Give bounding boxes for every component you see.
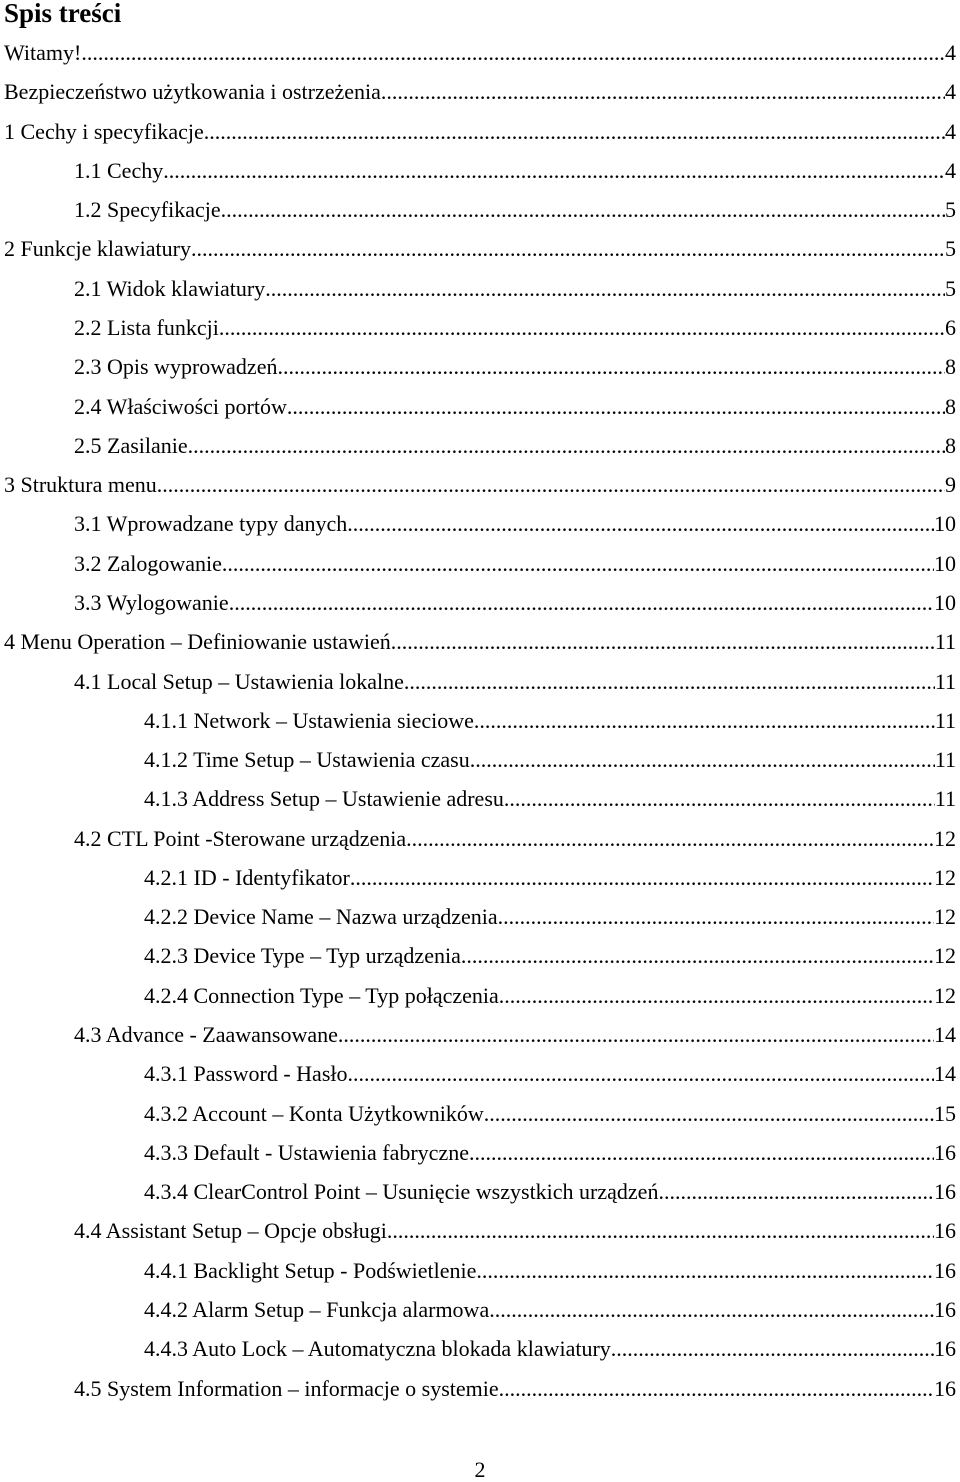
dot-leader (229, 583, 934, 622)
toc-entry (144, 740, 956, 779)
toc-entry (74, 151, 956, 190)
toc-entry (74, 1211, 956, 1250)
toc-entry-title: 4.2.2 Device Name – Nazwa urządzenia (144, 904, 498, 930)
toc-entry (74, 190, 956, 229)
dot-leader (474, 701, 935, 740)
toc-entry-title: 4.1.3 Address Setup – Ustawienie adresu (144, 786, 504, 812)
toc-entry-page: 11 (934, 747, 956, 773)
dot-leader (381, 72, 945, 111)
toc-entry-page: 4 (945, 40, 956, 65)
toc-entry-title: 4.3.2 Account – Konta Użytkowników (144, 1100, 484, 1126)
toc-entry-title: Bezpieczeństwo użytkowania i ostrzeżenia (4, 79, 381, 105)
toc-entry-page: 10 (934, 550, 956, 576)
toc-entry-title: 3.3 Wylogowanie (74, 589, 229, 615)
toc-entry (144, 897, 956, 936)
dot-leader (611, 1329, 934, 1368)
toc-entry-title: 4.2.4 Connection Type – Typ połączenia (144, 982, 499, 1008)
toc-entry-page: 16 (934, 1257, 956, 1283)
toc-entry (74, 387, 956, 426)
toc-entry-page: 16 (934, 1375, 956, 1401)
toc-entry (144, 701, 956, 740)
toc-entry (4, 72, 956, 111)
toc-entry-page: 4 (945, 79, 956, 105)
toc-entry-page: 10 (934, 589, 956, 615)
dot-leader (470, 740, 935, 779)
toc-entry-page: 16 (934, 1297, 956, 1322)
dot-leader (387, 1211, 934, 1250)
dot-leader (287, 387, 945, 426)
dot-leader (499, 976, 934, 1015)
toc-entry (74, 662, 956, 701)
toc-entry-page: 4 (945, 157, 956, 183)
toc-entry-title: 4.1.2 Time Setup – Ustawienia czasu (144, 747, 470, 773)
toc-entry-page: 10 (934, 511, 956, 537)
toc-entry-page: 15 (934, 1100, 956, 1126)
toc-entry (144, 1172, 956, 1211)
toc-entry-page: 4 (945, 118, 956, 144)
dot-leader (191, 229, 945, 268)
toc-entry (74, 819, 956, 858)
toc-entry-title: 3.2 Zalogowanie (74, 550, 222, 576)
dot-leader (469, 1133, 934, 1172)
toc-entry (144, 976, 956, 1015)
toc-entry-page: 16 (934, 1179, 956, 1205)
dot-leader (348, 1054, 935, 1093)
toc-entry-page: 16 (934, 1218, 956, 1244)
toc-entry (74, 426, 956, 465)
page-number: 2 (474, 1457, 486, 1482)
toc-entry-title: 2.3 Opis wyprowadzeń (74, 354, 278, 380)
toc-entry-title: 4.1.1 Network – Ustawienia sieciowe (144, 707, 474, 733)
toc-entry (144, 858, 956, 897)
dot-leader (499, 1369, 934, 1408)
toc-entry-title: 4 Menu Operation – Definiowanie ustawień (4, 629, 391, 655)
dot-leader (265, 269, 945, 308)
toc-entry-page: 11 (934, 629, 956, 655)
dot-leader (461, 936, 934, 975)
toc-entry-page: 12 (934, 864, 956, 890)
dot-leader (406, 819, 934, 858)
dot-leader (498, 897, 934, 936)
toc-entry (4, 112, 956, 151)
toc-entry-title: 4.1 Local Setup – Ustawienia lokalne (74, 668, 404, 694)
toc-entry (144, 1251, 956, 1290)
toc-entry-page: 5 (945, 275, 956, 301)
toc-entry-title: 4.4.1 Backlight Setup - Podświetlenie (144, 1257, 477, 1283)
toc-entry-title: 3 Struktura menu (4, 472, 157, 498)
toc-entry-page: 14 (934, 1022, 956, 1048)
toc-entry-title: 2.4 Właściwości portów (74, 393, 287, 419)
dot-leader (347, 504, 934, 543)
toc-entry-page: 9 (945, 472, 956, 498)
toc-entry-title: 2 Funkcje klawiatury (4, 236, 191, 262)
toc-entry-page: 5 (945, 236, 956, 262)
toc-entry-page: 8 (945, 354, 956, 380)
toc-entry-title: 1.2 Specyfikacje (74, 197, 221, 223)
toc-entry (144, 1054, 956, 1093)
dot-leader (391, 622, 935, 661)
toc-entry (4, 33, 956, 72)
toc-entry (144, 779, 956, 818)
toc-entry-title: 3.1 Wprowadzane typy danych (74, 511, 348, 537)
toc-entry-page: 12 (934, 904, 956, 930)
toc-entry (144, 1329, 956, 1368)
toc-entry (4, 622, 956, 661)
toc-entry (144, 1094, 956, 1133)
toc-entry-page: 12 (934, 982, 956, 1008)
dot-leader (504, 779, 935, 818)
dot-leader (221, 190, 945, 229)
toc-entry-page: 5 (945, 197, 956, 223)
dot-leader (489, 1290, 934, 1329)
dot-leader (188, 426, 945, 465)
toc-entry-title: 4.2.3 Device Type – Typ urządzenia (144, 943, 461, 969)
dot-leader (81, 33, 945, 72)
dot-leader (658, 1172, 934, 1211)
page-title: Spis treści (4, 0, 122, 28)
dot-leader (277, 347, 945, 386)
dot-leader (350, 858, 934, 897)
toc-entry-page: 11 (934, 707, 956, 733)
dot-leader (219, 308, 945, 347)
dot-leader (484, 1094, 934, 1133)
toc-entry-title: 4.3.4 ClearControl Point – Usunięcie wszystkich urządzeń (144, 1179, 659, 1205)
toc-list (4, 33, 956, 1408)
dot-leader (204, 112, 945, 151)
toc-entry-title: 4.2.1 ID - Identyfikator (144, 864, 350, 890)
toc-entry-title: 4.3 Advance - Zaawansowane (74, 1022, 338, 1048)
toc-entry (4, 465, 956, 504)
toc-entry-title: 1.1 Cechy (74, 157, 164, 183)
toc-entry (74, 544, 956, 583)
toc-entry-page: 8 (945, 432, 956, 458)
dot-leader (404, 662, 935, 701)
toc-entry-page: 12 (934, 943, 956, 969)
toc-entry (144, 1290, 956, 1329)
toc-entry (144, 936, 956, 975)
toc-entry-page: 16 (934, 1336, 956, 1362)
toc-entry-title: 1 Cechy i specyfikacje (4, 118, 204, 144)
toc-entry-page: 12 (934, 825, 956, 851)
dot-leader (222, 544, 934, 583)
toc-entry (74, 269, 956, 308)
toc-entry (74, 347, 956, 386)
toc-entry-title: 4.4 Assistant Setup – Opcje obsługi (74, 1218, 387, 1244)
toc-entry-page: 11 (934, 668, 956, 694)
toc-entry-title: Witamy! (4, 40, 82, 65)
toc-entry-title: 4.5 System Information – informacje o systemie (74, 1375, 499, 1401)
toc-entry-title: 4.4.2 Alarm Setup – Funkcja alarmowa (144, 1297, 490, 1322)
toc-entry-page: 6 (945, 314, 956, 340)
toc-entry-page: 11 (934, 786, 956, 812)
dot-leader (476, 1251, 934, 1290)
toc-entry (74, 1369, 956, 1408)
toc-entry-title: 4.4.3 Auto Lock – Automatyczna blokada klawiatury (144, 1336, 611, 1362)
toc-entry-title: 4.3.3 Default - Ustawienia fabryczne (144, 1139, 469, 1165)
toc-entry (74, 504, 956, 543)
toc-entry-page: 8 (945, 393, 956, 419)
toc-entry (4, 229, 956, 268)
toc-entry (74, 1015, 956, 1054)
toc-entry-title: 2.1 Widok klawiatury (74, 275, 266, 301)
dot-leader (163, 151, 945, 190)
toc-entry-title: 2.5 Zasilanie (74, 432, 188, 458)
dot-leader (157, 465, 945, 504)
toc-entry-title: 2.2 Lista funkcji (74, 314, 219, 340)
toc-entry-title: 4.2 CTL Point -Sterowane urządzenia (74, 825, 407, 851)
toc-entry-title: 4.3.1 Password - Hasło (144, 1061, 348, 1087)
toc-entry (74, 583, 956, 622)
toc-entry-page: 14 (934, 1061, 956, 1087)
toc-entry-page: 16 (934, 1139, 956, 1165)
dot-leader (338, 1015, 934, 1054)
toc-entry (144, 1133, 956, 1172)
toc-entry (74, 308, 956, 347)
